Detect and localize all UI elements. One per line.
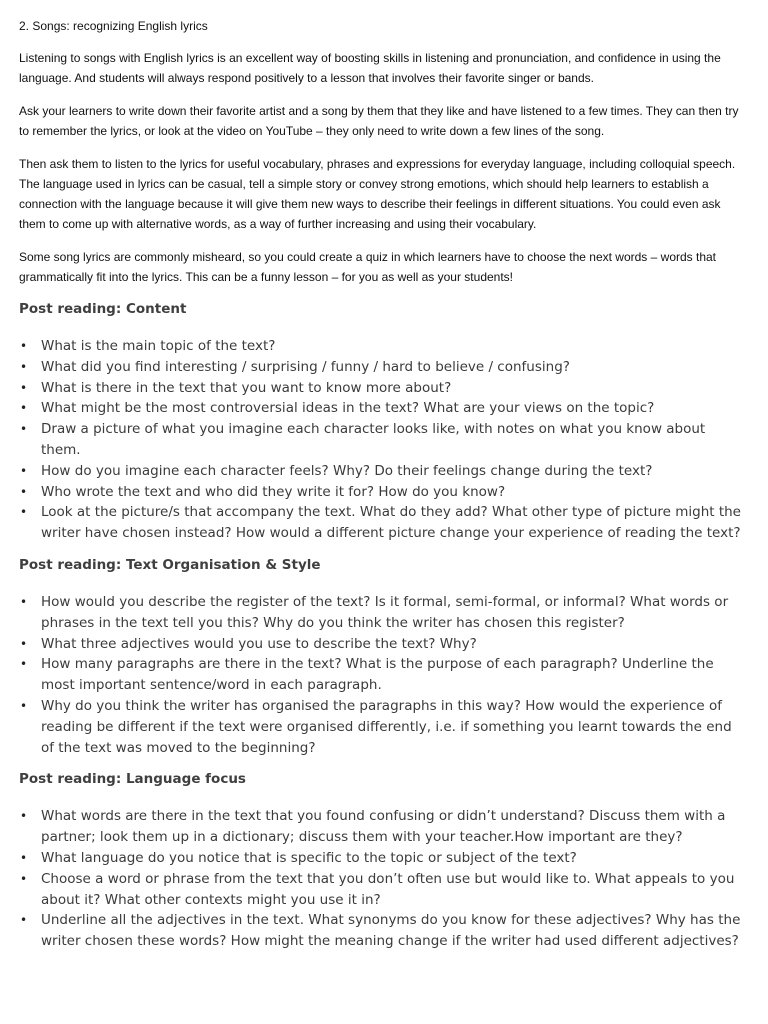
paragraph-misheard-lyrics: Some song lyrics are commonly misheard, so you could create a quiz in which learners have to choose the next words – words that grammatically fit into the lyrics. This can be a funny lesson – for you as well as your students! [19,250,717,284]
list-item [19,592,742,634]
list-item-text: What might be the most controversial ideas in the text? What are your views on the topic? [41,400,655,417]
section-heading: 2. Songs: recognizing English lyrics [19,19,208,33]
list-item [19,461,742,482]
list-item [19,869,742,911]
list-item [19,357,742,378]
list-item-text: How would you describe the register of the text? Is it formal, semi-formal, or informal? What words or phrases in the text tell you this? Why do you think the writer has chosen this register? [41,593,729,631]
list-item-text: What did you find interesting / surprising / funny / hard to believe / confusing? [41,358,570,375]
bullet-icon: • [20,359,28,374]
list-item [19,696,742,758]
list-item [19,910,742,952]
list-item-text: What words are there in the text that you found confusing or didn’t understand? Discuss them with a partner; look them up in a dictionary; discuss them with your teacher.How important are they? [41,808,726,846]
bullet-icon: • [20,594,28,609]
list-item [19,634,742,655]
list-item-text: How do you imagine each character feels? Why? Do their feelings change during the text? [41,462,653,479]
bullet-icon: • [20,484,28,499]
list-item [19,419,742,461]
bullet-icon: • [20,422,28,437]
list-item [19,398,742,419]
bullet-icon: • [20,871,28,886]
list-item-text: What is there in the text that you want to know more about? [41,379,452,396]
list-item [19,848,742,869]
list-item-text: What is the main topic of the text? [41,338,276,354]
list-item-text: Why do you think the writer has organised the paragraphs in this way? How would the experience of reading be different if the text were organised differently, i.e. if something you learnt towards the end of the text was moved to the beginning? [41,697,732,756]
list-item [19,806,742,848]
bullet-icon: • [20,505,28,520]
list-item-text: Look at the picture/s that accompany the text. What do they add? What other type of picture might the writer have chosen instead? How would a different picture change your experience of reading the text? [41,504,741,542]
list-item-text: Underline all the adjectives in the text. What synonyms do you know for these adjectives? Why has the writer chosen these words? How might the meaning change if the writer had used different adjectives? [41,912,741,950]
question-list-organisation-style [19,592,742,758]
list-item-text: What three adjectives would you use to describe the text? Why? [41,635,477,652]
bullet-icon: • [20,339,28,353]
list-item-text: Who wrote the text and who did they write it for? How do you know? [41,483,506,500]
section-title-language-focus: Post reading: Language focus [19,771,246,788]
list-item [19,336,742,357]
paragraph-favorite-artist: Ask your learners to write down their favorite artist and a song by them that they like and have listened to a few times. They can then try to remember the lyrics, or look at the video on YouTube – they only need to write down a few lines of the song. [19,104,739,138]
list-item [19,654,742,696]
bullet-icon: • [20,850,28,865]
bullet-icon: • [20,698,28,713]
question-list-content [19,336,742,544]
paragraph-intro: Listening to songs with English lyrics is an excellent way of boosting skills in listening and pronunciation, and confidence in using the language. And students will always respond positively to a lesson that involves their favorite singer or bands. [19,51,721,85]
list-item-text: Draw a picture of what you imagine each character looks like, with notes on what you know about them. [41,421,706,458]
bullet-icon: • [20,380,28,395]
section-title-content: Post reading: Content [19,301,187,317]
bullet-icon: • [20,401,28,416]
bullet-icon: • [20,657,28,672]
list-item-text: How many paragraphs are there in the text? What is the purpose of each paragraph? Underline the most important sentence/word in each paragraph. [41,656,714,694]
list-item-text: What language do you notice that is specific to the topic or subject of the text? [41,849,577,866]
list-item [19,482,742,503]
bullet-icon: • [20,913,28,928]
bullet-icon: • [20,463,28,478]
paragraph-vocabulary: Then ask them to listen to the lyrics for useful vocabulary, phrases and expressions for everyday language, including colloquial speech. The language used in lyrics can be casual, tell a simple story or convey strong emotions, which should help learners to establish a connection with the language because it will give them new ways to describe their feelings in different situations. You could even ask them to come up with alternative words, as a way of further increasing and using their vocabulary. [19,157,736,231]
question-list-language-focus [19,806,742,952]
list-item [19,378,742,399]
bullet-icon: • [20,636,28,651]
bullet-icon: • [20,809,28,824]
list-item-text: Choose a word or phrase from the text that you don’t often use but would like to. What appeals to you about it? What other contexts might you use it in? [41,870,735,908]
section-title-organisation-style: Post reading: Text Organisation & Style [19,556,321,573]
list-item [19,502,742,544]
